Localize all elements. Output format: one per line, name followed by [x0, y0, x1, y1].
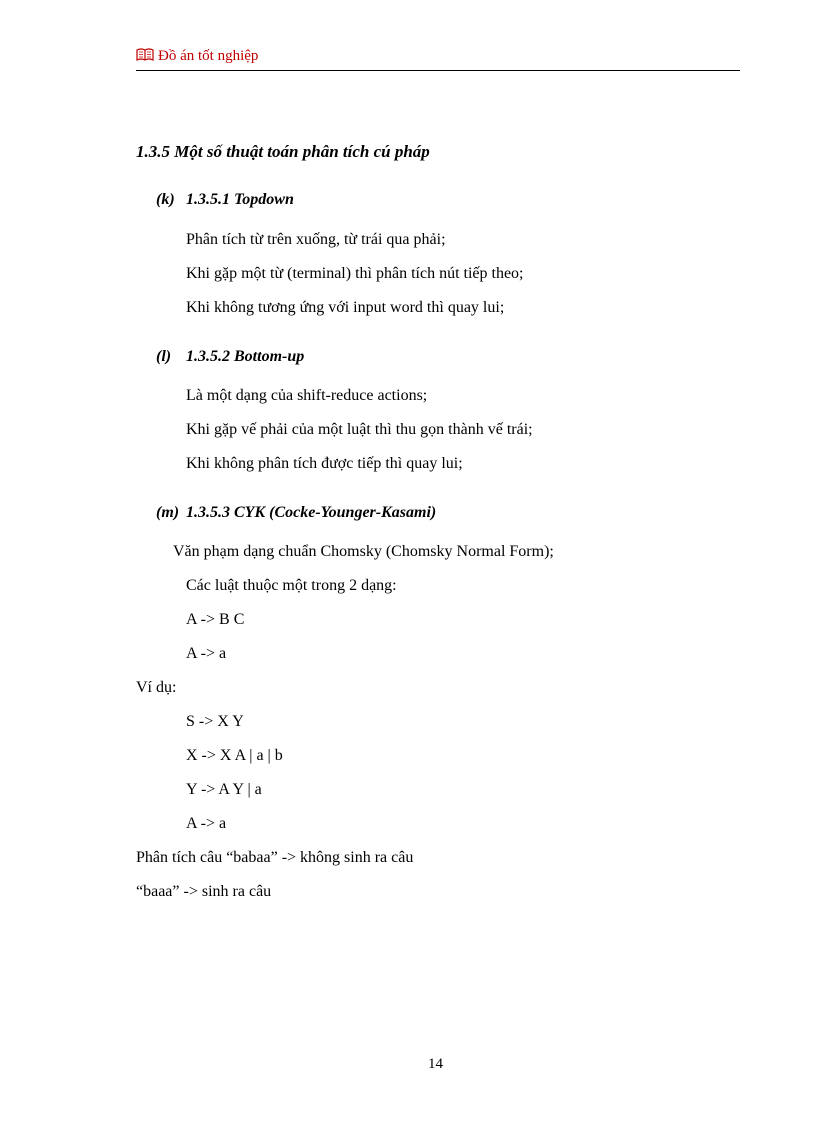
- subsection-title: 1.3.5.3 CYK (Cocke-Younger-Kasami): [186, 504, 437, 521]
- section-heading: 1.3.5 Một số thuật toán phân tích cú pháp: [136, 142, 430, 161]
- header-title: Đồ án tốt nghiệp: [158, 48, 259, 64]
- subsection-title: 1.3.5.1 Topdown: [186, 191, 294, 208]
- grammar-rule: A -> B C: [186, 611, 245, 628]
- paragraph-line: Là một dạng của shift-reduce actions;: [186, 387, 428, 404]
- page-header: [136, 46, 740, 71]
- paragraph-line: Các luật thuộc một trong 2 dạng:: [186, 577, 397, 594]
- grammar-rule: S -> X Y: [186, 713, 244, 730]
- grammar-rule: Y -> A Y | a: [186, 781, 262, 798]
- page-number: 14: [428, 1056, 443, 1072]
- open-book-icon: [136, 48, 154, 68]
- subsection-marker: (l): [156, 348, 172, 365]
- grammar-rule: X -> X A | a | b: [186, 747, 283, 764]
- paragraph-line: Khi không phân tích được tiếp thì quay lui;: [186, 455, 463, 472]
- paragraph-line: Phân tích từ trên xuống, từ trái qua phải;: [186, 231, 446, 248]
- grammar-rule: A -> a: [186, 645, 227, 662]
- example-label: Ví dụ:: [136, 679, 177, 696]
- subsection-heading-cyk: [156, 504, 436, 522]
- paragraph-line: “baaa” -> sinh ra câu: [136, 883, 272, 900]
- subsection-marker: (k): [156, 191, 175, 208]
- subsection-heading-topdown: [156, 191, 294, 209]
- paragraph-line: Phân tích câu “babaa” -> không sinh ra câu: [136, 849, 414, 866]
- subsection-marker: (m): [156, 504, 180, 521]
- paragraph-line: Văn phạm dạng chuẩn Chomsky (Chomsky Normal Form);: [173, 543, 554, 560]
- subsection-title: 1.3.5.2 Bottom-up: [186, 348, 305, 365]
- paragraph-line: Khi gặp một từ (terminal) thì phân tích nút tiếp theo;: [186, 265, 524, 282]
- grammar-rule: A -> a: [186, 815, 227, 832]
- paragraph-line: Khi gặp vế phải của một luật thì thu gọn thành vế trái;: [186, 421, 533, 438]
- subsection-heading-bottomup: [156, 348, 304, 366]
- paragraph-line: Khi không tương ứng với input word thì quay lui;: [186, 299, 505, 316]
